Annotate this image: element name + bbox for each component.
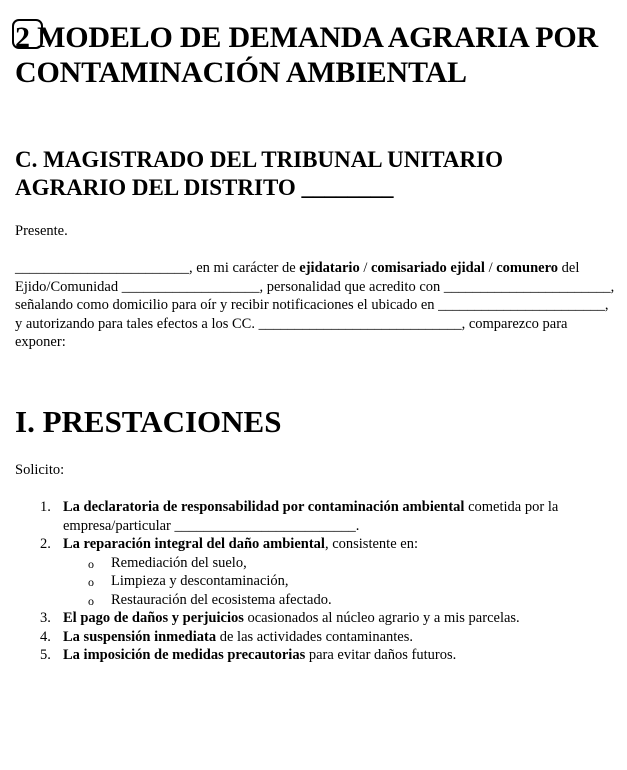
- list-item: 2. La reparación integral del daño ambiental, consistente en: o Remediación del suelo, o Limpieza y descontaminación, o Restauración del ecosistema afectado.: [15, 535, 615, 609]
- title-text: MODELO DE DEMANDA AGRARIA POR CONTAMINACIÓN AMBIENTAL: [15, 21, 599, 89]
- bullet-icon: o: [88, 575, 94, 589]
- list-item: 1. La declaratoria de responsabilidad por contaminación ambiental cometida por la empresa/particular _________________________.: [40, 499, 559, 534]
- sub-list-item: o Limpieza y descontaminación,: [15, 572, 615, 591]
- sub-list: [63, 554, 615, 610]
- request-label: Solicito:: [15, 462, 65, 478]
- sub-list-item: o Remediación del suelo,: [15, 554, 615, 573]
- document-title: [15, 20, 615, 90]
- addressee-heading: C. MAGISTRADO DEL TRIBUNAL UNITARIO AGRARIO DEL DISTRITO ________: [15, 147, 503, 200]
- section-title: I. PRESTACIONES: [15, 404, 282, 439]
- list-item: 5. La imposición de medidas precautorias para evitar daños futuros.: [40, 647, 457, 663]
- intro-paragraph: ________________________, en mi carácter de ejidatario / comisariado ejidal / comunero del Ejido/Comunidad ___________________, personalidad que acredito con _______________________, señalando como domicilio para oír y recibir notificaciones el ubicado en _______________________, y autorizando para tales efectos a los CC. ____________________________, comparezco para exponer:: [15, 260, 615, 351]
- list-item: 3. El pago de daños y perjuicios ocasionados al núcleo agrario y a mis parcelas.: [40, 610, 520, 626]
- bullet-icon: o: [88, 593, 94, 608]
- claims-list: [15, 498, 615, 665]
- sub-list-item: o Restauración del ecosistema afectado.: [15, 591, 615, 610]
- title-number: 2: [15, 20, 30, 55]
- bullet-icon: o: [88, 556, 94, 571]
- text-cursor-box: [12, 19, 43, 49]
- salutation: Presente.: [15, 223, 68, 239]
- list-item: 4. La suspensión inmediata de las actividades contaminantes.: [40, 628, 413, 645]
